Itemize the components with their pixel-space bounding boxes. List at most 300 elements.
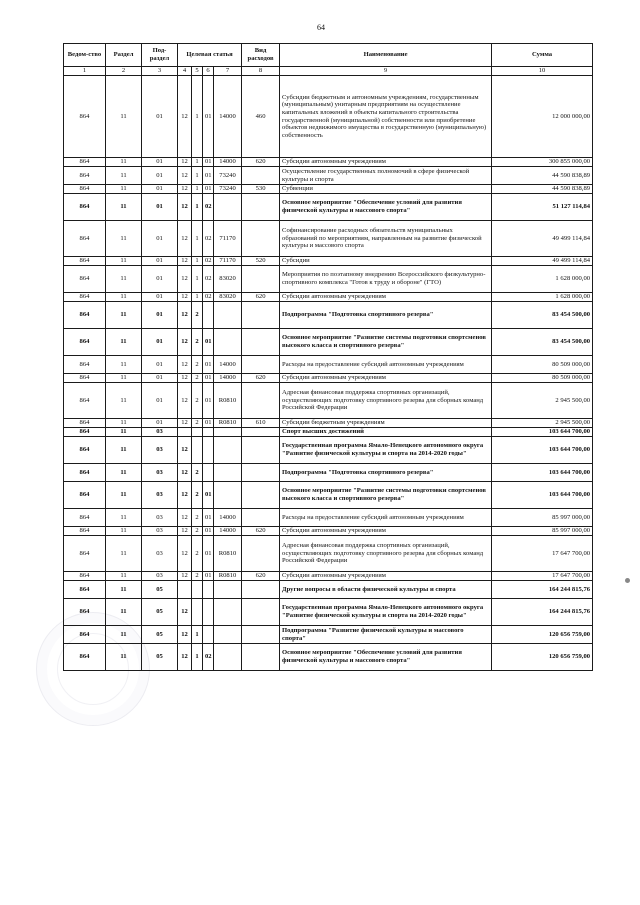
cell-event: 01 — [203, 356, 214, 374]
cell-direction: 14000 — [214, 356, 242, 374]
cell-subprogram: 1 — [192, 221, 203, 257]
cell-subsection: 03 — [142, 464, 178, 482]
cell-amount: 12 000 000,00 — [492, 76, 593, 158]
cell-department: 864 — [64, 383, 106, 419]
cell-name: Основное мероприятие "Обеспечение условий для развития физической культуры и массового спорта" — [280, 644, 492, 671]
cell-direction — [214, 482, 242, 509]
cell-direction: 73240 — [214, 185, 242, 194]
cell-program: 12 — [178, 383, 192, 419]
cell-expense-type: 620 — [242, 572, 280, 581]
table-row — [64, 581, 593, 599]
cell-subsection: 03 — [142, 572, 178, 581]
cell-amount: 1 628 000,00 — [492, 266, 593, 293]
cell-subsection: 01 — [142, 293, 178, 302]
cell-direction: 73240 — [214, 167, 242, 185]
budget-table — [63, 43, 593, 671]
cell-section: 11 — [106, 536, 142, 572]
cell-event: 01 — [203, 158, 214, 167]
cell-expense-type: 620 — [242, 158, 280, 167]
cell-program: 12 — [178, 329, 192, 356]
cell-amount: 103 644 700,00 — [492, 437, 593, 464]
cell-department: 864 — [64, 428, 106, 437]
table-row — [64, 482, 593, 509]
cell-amount: 2 945 500,00 — [492, 419, 593, 428]
column-number: 3 — [142, 67, 178, 76]
cell-name: Субсидии бюджетным учреждениям — [280, 419, 492, 428]
cell-subprogram: 2 — [192, 536, 203, 572]
cell-direction: 14000 — [214, 158, 242, 167]
cell-event: 01 — [203, 383, 214, 419]
cell-section: 11 — [106, 266, 142, 293]
budget-table-body — [64, 76, 593, 671]
cell-section: 11 — [106, 383, 142, 419]
cell-amount: 85 997 000,00 — [492, 527, 593, 536]
cell-name: Подпрограмма "Подготовка спортивного резерва" — [280, 302, 492, 329]
cell-section: 11 — [106, 374, 142, 383]
cell-department: 864 — [64, 374, 106, 383]
cell-amount: 103 644 700,00 — [492, 482, 593, 509]
header-expense-type: Вид расходов — [242, 44, 280, 67]
cell-subsection: 05 — [142, 581, 178, 599]
cell-program — [178, 581, 192, 599]
cell-amount: 1 628 000,00 — [492, 293, 593, 302]
cell-direction — [214, 302, 242, 329]
table-row — [64, 266, 593, 293]
cell-section: 11 — [106, 257, 142, 266]
cell-program: 12 — [178, 509, 192, 527]
cell-direction: R0810 — [214, 536, 242, 572]
cell-amount: 44 590 838,89 — [492, 167, 593, 185]
cell-name: Другие вопросы в области физической культуры и спорта — [280, 581, 492, 599]
cell-subprogram: 2 — [192, 383, 203, 419]
cell-department: 864 — [64, 626, 106, 644]
cell-department: 864 — [64, 158, 106, 167]
cell-event: 02 — [203, 293, 214, 302]
table-row — [64, 158, 593, 167]
cell-department: 864 — [64, 257, 106, 266]
cell-name: Государственная программа Ямало-Ненецкого автономного округа "Развитие физической культуры и спорта на 2014-2020 годы" — [280, 599, 492, 626]
cell-subprogram — [192, 437, 203, 464]
cell-expense-type: 460 — [242, 76, 280, 158]
cell-name: Адресная финансовая поддержка спортивных организаций, осуществляющих подготовку спортивного резерва для сборных команд Российской Федерации — [280, 536, 492, 572]
cell-section: 11 — [106, 302, 142, 329]
cell-name: Подпрограмма "Подготовка спортивного резерва" — [280, 464, 492, 482]
cell-amount: 120 656 759,00 — [492, 626, 593, 644]
column-number: 1 — [64, 67, 106, 76]
column-number: 9 — [280, 67, 492, 76]
cell-expense-type — [242, 266, 280, 293]
cell-department: 864 — [64, 293, 106, 302]
cell-expense-type — [242, 644, 280, 671]
cell-name: Расходы на предоставление субсидий автономным учреждениям — [280, 356, 492, 374]
cell-event: 01 — [203, 419, 214, 428]
cell-amount: 83 454 500,00 — [492, 329, 593, 356]
cell-expense-type — [242, 482, 280, 509]
cell-direction: 83020 — [214, 293, 242, 302]
table-row — [64, 509, 593, 527]
cell-event — [203, 599, 214, 626]
cell-name: Софинансирование расходных обязательств муниципальных образований по мероприятиям, направленным на развитие физической культуры и массового спорта — [280, 221, 492, 257]
table-row — [64, 536, 593, 572]
cell-expense-type — [242, 356, 280, 374]
header-subsection: Под-раздел — [142, 44, 178, 67]
cell-section: 11 — [106, 185, 142, 194]
cell-program: 12 — [178, 464, 192, 482]
cell-amount: 44 590 838,89 — [492, 185, 593, 194]
cell-section: 11 — [106, 482, 142, 509]
cell-section: 11 — [106, 158, 142, 167]
cell-program: 12 — [178, 374, 192, 383]
table-header-row — [64, 44, 593, 67]
cell-amount: 80 509 000,00 — [492, 356, 593, 374]
cell-subprogram — [192, 599, 203, 626]
cell-subprogram: 1 — [192, 185, 203, 194]
cell-section: 11 — [106, 419, 142, 428]
cell-department: 864 — [64, 527, 106, 536]
scan-hole-mark — [625, 578, 630, 583]
cell-name: Основное мероприятие "Обеспечение условий для развития физической культуры и массового спорта" — [280, 194, 492, 221]
cell-subsection: 05 — [142, 626, 178, 644]
cell-subsection: 01 — [142, 194, 178, 221]
cell-subsection: 05 — [142, 644, 178, 671]
cell-event — [203, 626, 214, 644]
cell-subsection: 01 — [142, 419, 178, 428]
cell-program: 12 — [178, 185, 192, 194]
cell-direction — [214, 581, 242, 599]
cell-name: Субсидии автономным учреждениям — [280, 527, 492, 536]
cell-direction: 14000 — [214, 374, 242, 383]
cell-subsection: 01 — [142, 185, 178, 194]
cell-subprogram — [192, 581, 203, 599]
cell-department: 864 — [64, 76, 106, 158]
header-name: Наименование — [280, 44, 492, 67]
cell-section: 11 — [106, 167, 142, 185]
cell-event — [203, 437, 214, 464]
cell-event: 01 — [203, 76, 214, 158]
header-target-article: Целевая статья — [178, 44, 242, 67]
cell-program: 12 — [178, 221, 192, 257]
cell-amount: 49 499 114,84 — [492, 221, 593, 257]
cell-name: Мероприятия по поэтапному внедрению Всероссийского физкультурно-спортивного комплекса "Готов к труду и обороне" (ГТО) — [280, 266, 492, 293]
header-department: Ведом-ство — [64, 44, 106, 67]
cell-expense-type: 620 — [242, 293, 280, 302]
cell-name: Субвенции — [280, 185, 492, 194]
cell-name: Субсидии автономным учреждениям — [280, 374, 492, 383]
cell-subprogram: 1 — [192, 194, 203, 221]
cell-program: 12 — [178, 644, 192, 671]
cell-name: Основное мероприятие "Развитие системы подготовки спортсменов высокого класса и спортивного резерва" — [280, 482, 492, 509]
cell-section: 11 — [106, 293, 142, 302]
cell-name: Подпрограмма "Развитие физической культуры и массового спорта" — [280, 626, 492, 644]
cell-department: 864 — [64, 185, 106, 194]
cell-direction: R0810 — [214, 572, 242, 581]
cell-program: 12 — [178, 293, 192, 302]
column-number: 4 — [178, 67, 192, 76]
cell-name: Осуществление государственных полномочий в сфере физической культуры и спорта — [280, 167, 492, 185]
cell-department: 864 — [64, 356, 106, 374]
cell-event: 02 — [203, 221, 214, 257]
cell-expense-type: 520 — [242, 257, 280, 266]
cell-event: 01 — [203, 167, 214, 185]
cell-subprogram — [192, 428, 203, 437]
cell-department: 864 — [64, 509, 106, 527]
cell-direction: 71170 — [214, 221, 242, 257]
cell-program: 12 — [178, 536, 192, 572]
cell-event: 01 — [203, 374, 214, 383]
cell-section: 11 — [106, 437, 142, 464]
column-number: 2 — [106, 67, 142, 76]
cell-program: 12 — [178, 76, 192, 158]
cell-expense-type — [242, 428, 280, 437]
cell-section: 11 — [106, 194, 142, 221]
cell-department: 864 — [64, 302, 106, 329]
cell-subsection: 01 — [142, 302, 178, 329]
cell-event: 01 — [203, 482, 214, 509]
cell-event — [203, 302, 214, 329]
cell-subprogram: 2 — [192, 329, 203, 356]
cell-program: 12 — [178, 437, 192, 464]
cell-subprogram: 1 — [192, 266, 203, 293]
cell-direction — [214, 194, 242, 221]
cell-expense-type — [242, 626, 280, 644]
cell-expense-type — [242, 509, 280, 527]
cell-subprogram: 2 — [192, 482, 203, 509]
cell-name: Субсидии автономным учреждениям — [280, 572, 492, 581]
cell-section: 11 — [106, 644, 142, 671]
cell-department: 864 — [64, 329, 106, 356]
cell-name: Субсидии автономным учреждениям — [280, 293, 492, 302]
table-row — [64, 428, 593, 437]
cell-department: 864 — [64, 572, 106, 581]
cell-name: Адресная финансовая поддержка спортивных организаций, осуществляющих подготовку спортивного резерва для сборных команд Российской Федерации — [280, 383, 492, 419]
cell-program — [178, 428, 192, 437]
cell-expense-type — [242, 329, 280, 356]
cell-subprogram: 1 — [192, 158, 203, 167]
cell-direction: 71170 — [214, 257, 242, 266]
cell-department: 864 — [64, 167, 106, 185]
cell-direction — [214, 329, 242, 356]
cell-subsection: 01 — [142, 257, 178, 266]
cell-program: 12 — [178, 167, 192, 185]
cell-subsection: 03 — [142, 482, 178, 509]
cell-program: 12 — [178, 482, 192, 509]
cell-program: 12 — [178, 356, 192, 374]
cell-event: 02 — [203, 257, 214, 266]
cell-direction — [214, 626, 242, 644]
cell-program: 12 — [178, 158, 192, 167]
cell-direction: 14000 — [214, 509, 242, 527]
cell-subprogram: 1 — [192, 293, 203, 302]
table-row — [64, 76, 593, 158]
cell-expense-type — [242, 464, 280, 482]
cell-amount: 83 454 500,00 — [492, 302, 593, 329]
column-number: 10 — [492, 67, 593, 76]
cell-subprogram: 1 — [192, 76, 203, 158]
cell-subsection: 01 — [142, 374, 178, 383]
cell-program: 12 — [178, 266, 192, 293]
cell-subsection: 03 — [142, 527, 178, 536]
cell-amount: 103 644 700,00 — [492, 428, 593, 437]
cell-subsection: 03 — [142, 536, 178, 572]
cell-department: 864 — [64, 266, 106, 293]
cell-amount: 120 656 759,00 — [492, 644, 593, 671]
cell-name: Субсидии автономным учреждениям — [280, 158, 492, 167]
cell-department: 864 — [64, 536, 106, 572]
cell-subsection: 01 — [142, 158, 178, 167]
cell-subsection: 01 — [142, 383, 178, 419]
table-row — [64, 383, 593, 419]
cell-department: 864 — [64, 437, 106, 464]
cell-section: 11 — [106, 626, 142, 644]
cell-section: 11 — [106, 509, 142, 527]
table-row — [64, 221, 593, 257]
cell-department: 864 — [64, 581, 106, 599]
cell-department: 864 — [64, 644, 106, 671]
table-row — [64, 257, 593, 266]
cell-subprogram: 1 — [192, 644, 203, 671]
cell-direction: 14000 — [214, 527, 242, 536]
cell-expense-type — [242, 437, 280, 464]
cell-expense-type — [242, 302, 280, 329]
cell-subsection: 01 — [142, 329, 178, 356]
cell-program: 12 — [178, 302, 192, 329]
cell-direction: 14000 — [214, 76, 242, 158]
cell-department: 864 — [64, 419, 106, 428]
cell-subprogram: 1 — [192, 167, 203, 185]
cell-event: 01 — [203, 536, 214, 572]
cell-expense-type — [242, 194, 280, 221]
cell-event: 02 — [203, 194, 214, 221]
cell-name: Субсидии — [280, 257, 492, 266]
table-row — [64, 572, 593, 581]
cell-expense-type — [242, 599, 280, 626]
cell-subprogram: 1 — [192, 626, 203, 644]
table-row — [64, 293, 593, 302]
cell-expense-type: 530 — [242, 185, 280, 194]
cell-program: 12 — [178, 194, 192, 221]
cell-name: Расходы на предоставление субсидий автономным учреждениям — [280, 509, 492, 527]
cell-amount: 300 855 000,00 — [492, 158, 593, 167]
cell-subprogram: 2 — [192, 509, 203, 527]
table-row — [64, 626, 593, 644]
table-row — [64, 356, 593, 374]
cell-amount: 85 997 000,00 — [492, 509, 593, 527]
table-row — [64, 167, 593, 185]
cell-subsection: 01 — [142, 76, 178, 158]
cell-subprogram: 2 — [192, 419, 203, 428]
cell-expense-type — [242, 536, 280, 572]
table-row — [64, 302, 593, 329]
cell-subprogram: 2 — [192, 527, 203, 536]
cell-section: 11 — [106, 428, 142, 437]
cell-event — [203, 428, 214, 437]
cell-subsection: 01 — [142, 167, 178, 185]
cell-subprogram: 1 — [192, 257, 203, 266]
cell-subsection: 03 — [142, 437, 178, 464]
cell-expense-type: 620 — [242, 374, 280, 383]
cell-subsection: 03 — [142, 428, 178, 437]
cell-event: 01 — [203, 185, 214, 194]
cell-event: 01 — [203, 509, 214, 527]
cell-expense-type — [242, 167, 280, 185]
cell-subsection: 05 — [142, 599, 178, 626]
cell-subprogram: 2 — [192, 374, 203, 383]
cell-name: Государственная программа Ямало-Ненецкого автономного округа "Развитие физической культуры и спорта на 2014-2020 годы" — [280, 437, 492, 464]
cell-event — [203, 581, 214, 599]
cell-section: 11 — [106, 329, 142, 356]
cell-department: 864 — [64, 464, 106, 482]
cell-subprogram: 2 — [192, 356, 203, 374]
cell-section: 11 — [106, 76, 142, 158]
cell-amount: 49 499 114,84 — [492, 257, 593, 266]
cell-direction — [214, 599, 242, 626]
column-number: 8 — [242, 67, 280, 76]
cell-name: Основное мероприятие "Развитие системы подготовки спортсменов высокого класса и спортивного резерва" — [280, 329, 492, 356]
cell-program: 12 — [178, 257, 192, 266]
cell-section: 11 — [106, 599, 142, 626]
cell-amount: 164 244 815,76 — [492, 599, 593, 626]
cell-name: Спорт высших достижений — [280, 428, 492, 437]
cell-subprogram: 2 — [192, 302, 203, 329]
cell-amount: 17 647 700,00 — [492, 536, 593, 572]
table-row — [64, 374, 593, 383]
page-number: 64 — [317, 23, 325, 32]
cell-expense-type: 620 — [242, 527, 280, 536]
cell-event: 01 — [203, 329, 214, 356]
cell-department: 864 — [64, 221, 106, 257]
cell-subsection: 01 — [142, 221, 178, 257]
header-section: Раздел — [106, 44, 142, 67]
cell-section: 11 — [106, 581, 142, 599]
cell-direction: R0810 — [214, 419, 242, 428]
cell-direction — [214, 428, 242, 437]
cell-event: 01 — [203, 572, 214, 581]
cell-subsection: 01 — [142, 266, 178, 293]
cell-direction — [214, 437, 242, 464]
cell-amount: 17 647 700,00 — [492, 572, 593, 581]
cell-section: 11 — [106, 527, 142, 536]
table-row — [64, 419, 593, 428]
cell-direction: 83020 — [214, 266, 242, 293]
cell-event — [203, 464, 214, 482]
cell-direction — [214, 464, 242, 482]
cell-subsection: 01 — [142, 356, 178, 374]
cell-amount: 80 509 000,00 — [492, 374, 593, 383]
column-number: 5 — [192, 67, 203, 76]
column-number: 6 — [203, 67, 214, 76]
cell-expense-type — [242, 581, 280, 599]
column-number-row — [64, 67, 593, 76]
cell-section: 11 — [106, 356, 142, 374]
cell-event: 02 — [203, 644, 214, 671]
cell-subsection: 03 — [142, 509, 178, 527]
cell-section: 11 — [106, 221, 142, 257]
cell-direction — [214, 644, 242, 671]
table-row — [64, 527, 593, 536]
cell-event: 02 — [203, 266, 214, 293]
cell-name: Субсидии бюджетным и автономным учреждениям, государственным (муниципальным) унитарным предприятиям на осуществление капитальных вложений в объекты капитального строительства государственной (муниципальной) собственности или приобретение объектов недвижимого имущества в государственную (муниципальную) собственность — [280, 76, 492, 158]
table-row — [64, 437, 593, 464]
table-row — [64, 329, 593, 356]
table-row — [64, 464, 593, 482]
cell-amount: 2 945 500,00 — [492, 383, 593, 419]
cell-department: 864 — [64, 482, 106, 509]
cell-section: 11 — [106, 572, 142, 581]
cell-department: 864 — [64, 194, 106, 221]
cell-program: 12 — [178, 599, 192, 626]
cell-event: 01 — [203, 527, 214, 536]
table-row — [64, 185, 593, 194]
